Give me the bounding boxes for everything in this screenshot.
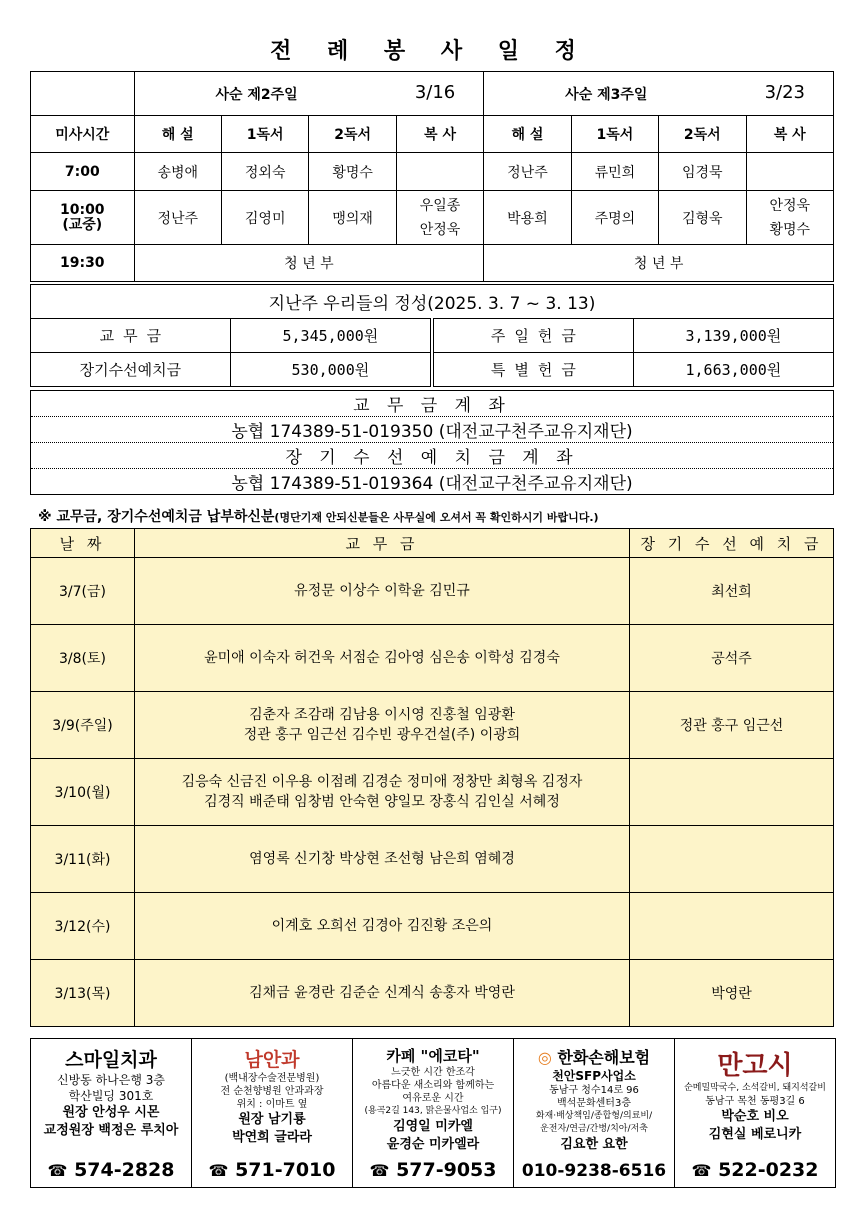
donor-names — [135, 692, 630, 759]
ad-name — [514, 1045, 674, 1068]
donor-names — [135, 625, 630, 692]
table-row — [31, 625, 834, 692]
server-cell: 맹의재 — [309, 191, 396, 245]
phone-icon: ☎ — [369, 1161, 390, 1180]
table-row — [31, 826, 834, 893]
account-title: 교 무 금 계 좌 — [31, 391, 834, 417]
role-header: 1독서 — [221, 116, 308, 153]
week-2-date: 3/23 — [764, 82, 805, 103]
ad-nam-eye-clinic — [192, 1039, 353, 1187]
mass-time-cell — [31, 191, 135, 245]
ad-line: 신방동 하나은행 3층 — [56, 1073, 165, 1087]
donor-names — [135, 960, 630, 1027]
ad-line: 원장 남기룡 — [238, 1112, 306, 1127]
server-cell — [396, 153, 483, 191]
week-1-name: 사순 제2주일 — [215, 87, 298, 103]
ad-line: 김요한 요한 — [560, 1137, 628, 1152]
donor-reserve: 최선희 — [630, 558, 834, 625]
server-cell: 주명의 — [571, 191, 658, 245]
youth-group-cell: 청 년 부 — [134, 245, 484, 282]
donor-date: 3/10(월) — [31, 759, 135, 826]
server-cell: 황명수 — [309, 153, 396, 191]
hanwha-logo-icon: ◎ — [537, 1048, 552, 1067]
account-number: 농협 174389-51-019350 (대전교구천주교유지재단) — [31, 417, 834, 443]
page-title: 전 례 봉 사 일 정 — [270, 39, 590, 64]
ad-line: 아름다운 새소리와 함께하는 — [371, 1080, 495, 1091]
server-cell: 김영미 — [221, 191, 308, 245]
ad-line: 백석문화센터3층 — [557, 1098, 631, 1109]
ad-line: 교정원장 백정은 루치아 — [43, 1123, 179, 1138]
offering-amount: 530,000원 — [230, 353, 432, 387]
account-title: 장 기 수 선 예 치 금 계 좌 — [31, 443, 834, 469]
account-number: 농협 174389-51-019364 (대전교구천주교유지재단) — [31, 469, 834, 495]
ad-line: 동남구 목천 동평3길 6 — [705, 1096, 805, 1107]
ad-line: 운전자/연금/간병/치아/저축 — [540, 1124, 648, 1134]
notice-main: ※ 교무금, 장기수선예치금 납부하신분 — [38, 509, 275, 525]
offering-label: 교 무 금 — [31, 319, 231, 353]
phone-icon: ☎ — [208, 1161, 229, 1180]
ad-mangosi-restaurant — [675, 1039, 835, 1187]
ad-line: 김영일 미카엘 — [393, 1119, 473, 1134]
week-1-header — [134, 72, 484, 116]
ad-phone-number: 577-9053 — [396, 1159, 497, 1181]
donor-line: 유정문 이상수 이학윤 김민규 — [294, 583, 470, 599]
ad-name: 스마일치과 — [65, 1049, 157, 1071]
notice-small: (명단기재 안되신분들은 사무실에 오셔서 꼭 확인하시기 바랍니다.) — [274, 511, 599, 524]
server-cell: 박용희 — [484, 191, 571, 245]
server-cell — [746, 153, 834, 191]
ad-phone-number: 574-2828 — [74, 1159, 175, 1181]
role-header: 해 설 — [484, 116, 571, 153]
phone-icon: ☎ — [691, 1161, 712, 1180]
donor-names — [135, 558, 630, 625]
donor-header-date: 날 짜 — [31, 529, 135, 558]
ad-phone — [192, 1159, 352, 1181]
donor-reserve — [630, 759, 834, 826]
ad-line: 동남구 청수14로 96 — [549, 1085, 639, 1096]
server-cell: 임경묵 — [659, 153, 746, 191]
donor-names — [135, 759, 630, 826]
ad-hanwha-insurance — [514, 1039, 675, 1187]
mass-time: 7:00 — [31, 153, 135, 191]
donor-reserve: 박영란 — [630, 960, 834, 1027]
server-cell: 송병애 — [134, 153, 221, 191]
role-header: 복 사 — [396, 116, 483, 153]
ad-name: 만고시 — [717, 1051, 793, 1081]
donor-header-reserve: 장 기 수 선 예 치 금 — [630, 529, 834, 558]
ad-line: 순메밀막국수, 소석갈비, 돼지석갈비 — [684, 1083, 826, 1093]
ad-name: 남안과 — [244, 1049, 300, 1071]
ad-line: 박연희 글라라 — [232, 1130, 312, 1145]
server-cell: 김형욱 — [659, 191, 746, 245]
ad-line: 위치 : 이마트 옆 — [236, 1099, 308, 1110]
offering-label: 주 일 헌 금 — [432, 319, 633, 353]
donor-reserve: 정관 홍구 임근선 — [630, 692, 834, 759]
donor-table — [30, 528, 834, 1027]
ad-line: 전 순천향병원 안과과장 — [220, 1086, 324, 1097]
ad-smile-dental — [31, 1039, 192, 1187]
ad-phone — [675, 1159, 835, 1181]
offering-label: 특 별 헌 금 — [432, 353, 633, 387]
ad-line: (백내장수술전문병원) — [224, 1073, 320, 1084]
ad-phone — [353, 1159, 513, 1181]
donor-line: 윤미애 이숙자 허건욱 서점순 김아영 심은송 이학성 김경숙 — [204, 650, 560, 666]
donor-date: 3/7(금) — [31, 558, 135, 625]
donor-reserve — [630, 893, 834, 960]
liturgy-schedule-table — [30, 71, 834, 282]
ad-cafe-ecota — [353, 1039, 514, 1187]
donor-header-tithe: 교 무 금 — [135, 529, 630, 558]
ad-line: 원장 안성우 시몬 — [62, 1105, 160, 1120]
server-cell: 정난주 — [484, 153, 571, 191]
ad-phone — [31, 1159, 191, 1181]
role-header: 1독서 — [571, 116, 658, 153]
time-header: 미사시간 — [31, 116, 135, 153]
table-row — [31, 893, 834, 960]
offering-amount: 5,345,000원 — [230, 319, 432, 353]
server-cell: 정난주 — [134, 191, 221, 245]
donor-line: 김응숙 신금진 이우용 이점례 김경순 정미애 정창만 최형옥 김정자 — [181, 774, 583, 790]
week-1-date: 3/16 — [414, 82, 456, 103]
donor-names — [135, 893, 630, 960]
donor-line: 염영록 신기창 박상현 조선형 남은희 염혜경 — [249, 851, 515, 867]
week-2-header — [484, 72, 834, 116]
ad-line: 박순호 비오 — [721, 1109, 789, 1124]
ad-phone-number: 522-0232 — [718, 1159, 819, 1181]
donor-date: 3/12(수) — [31, 893, 135, 960]
ad-phone-number: 571-7010 — [235, 1159, 336, 1181]
role-header: 해 설 — [134, 116, 221, 153]
ad-line: 김현실 베로니카 — [708, 1127, 802, 1142]
table-row — [31, 558, 834, 625]
server-cell: 정외숙 — [221, 153, 308, 191]
donor-line: 김춘자 조감래 김남용 이시영 진홍철 임광환 — [249, 707, 515, 723]
ad-line: 학산빌딩 301호 — [68, 1089, 154, 1103]
table-row — [31, 692, 834, 759]
sponsor-ads — [30, 1038, 836, 1188]
role-header: 복 사 — [746, 116, 834, 153]
week-2-name: 사순 제3주일 — [565, 87, 648, 103]
mass-time: 10:00 — [59, 201, 105, 218]
donor-line: 이계호 오희선 김경아 김진황 조은의 — [271, 918, 493, 934]
ad-phone: 010-9238-6516 — [521, 1161, 667, 1181]
offering-label: 장기수선예치금 — [31, 353, 231, 387]
donor-date: 3/11(화) — [31, 826, 135, 893]
offering-title: 지난주 우리들의 정성(2025. 3. 7 ~ 3. 13) — [31, 285, 834, 319]
donor-line: 김채금 윤경란 김준순 신계식 송홍자 박영란 — [249, 985, 515, 1001]
donor-line: 김경직 배준태 임창범 안숙현 양일모 장홍식 김인실 서혜정 — [204, 794, 560, 810]
phone-icon: ☎ — [47, 1161, 68, 1180]
donor-line: 정관 홍구 임근선 김수빈 광우건설(주) 이광희 — [243, 727, 521, 743]
ad-line: 윤경순 미카엘라 — [386, 1137, 480, 1152]
role-header: 2독서 — [659, 116, 746, 153]
account-table — [30, 390, 834, 495]
corner-cell — [31, 72, 135, 116]
role-header: 2독서 — [309, 116, 396, 153]
ad-line: 화재·배상책임/종합형/의료비/ — [535, 1111, 653, 1121]
youth-group-cell: 청 년 부 — [484, 245, 834, 282]
donor-date: 3/13(목) — [31, 960, 135, 1027]
ad-name: 카페 "에코타" — [386, 1047, 480, 1065]
donor-names — [135, 826, 630, 893]
server-cell: 류민희 — [571, 153, 658, 191]
donor-reserve: 공석주 — [630, 625, 834, 692]
table-row — [31, 960, 834, 1027]
server-cell: 안정욱 황명수 — [746, 191, 834, 245]
donor-date: 3/8(토) — [31, 625, 135, 692]
ad-line: 느긋한 시간 한조각 — [391, 1067, 475, 1078]
table-row — [31, 759, 834, 826]
server-cell: 우일종 안정욱 — [396, 191, 483, 245]
mass-time-sub: (교중) — [62, 216, 103, 233]
offering-table — [30, 284, 834, 387]
donor-reserve — [630, 826, 834, 893]
donor-date: 3/9(주일) — [31, 692, 135, 759]
ad-name-text: 한화손해보험 — [557, 1048, 651, 1067]
ad-line: 여유로운 시간 — [402, 1093, 464, 1104]
ad-line: (용곡2길 143, 맑은물사업소 입구) — [364, 1106, 502, 1116]
ad-line: 천안SFP사업소 — [552, 1069, 636, 1083]
offering-amount: 3,139,000원 — [633, 319, 833, 353]
payment-notice — [38, 506, 599, 526]
offering-amount: 1,663,000원 — [633, 353, 833, 387]
mass-time: 19:30 — [31, 245, 135, 282]
